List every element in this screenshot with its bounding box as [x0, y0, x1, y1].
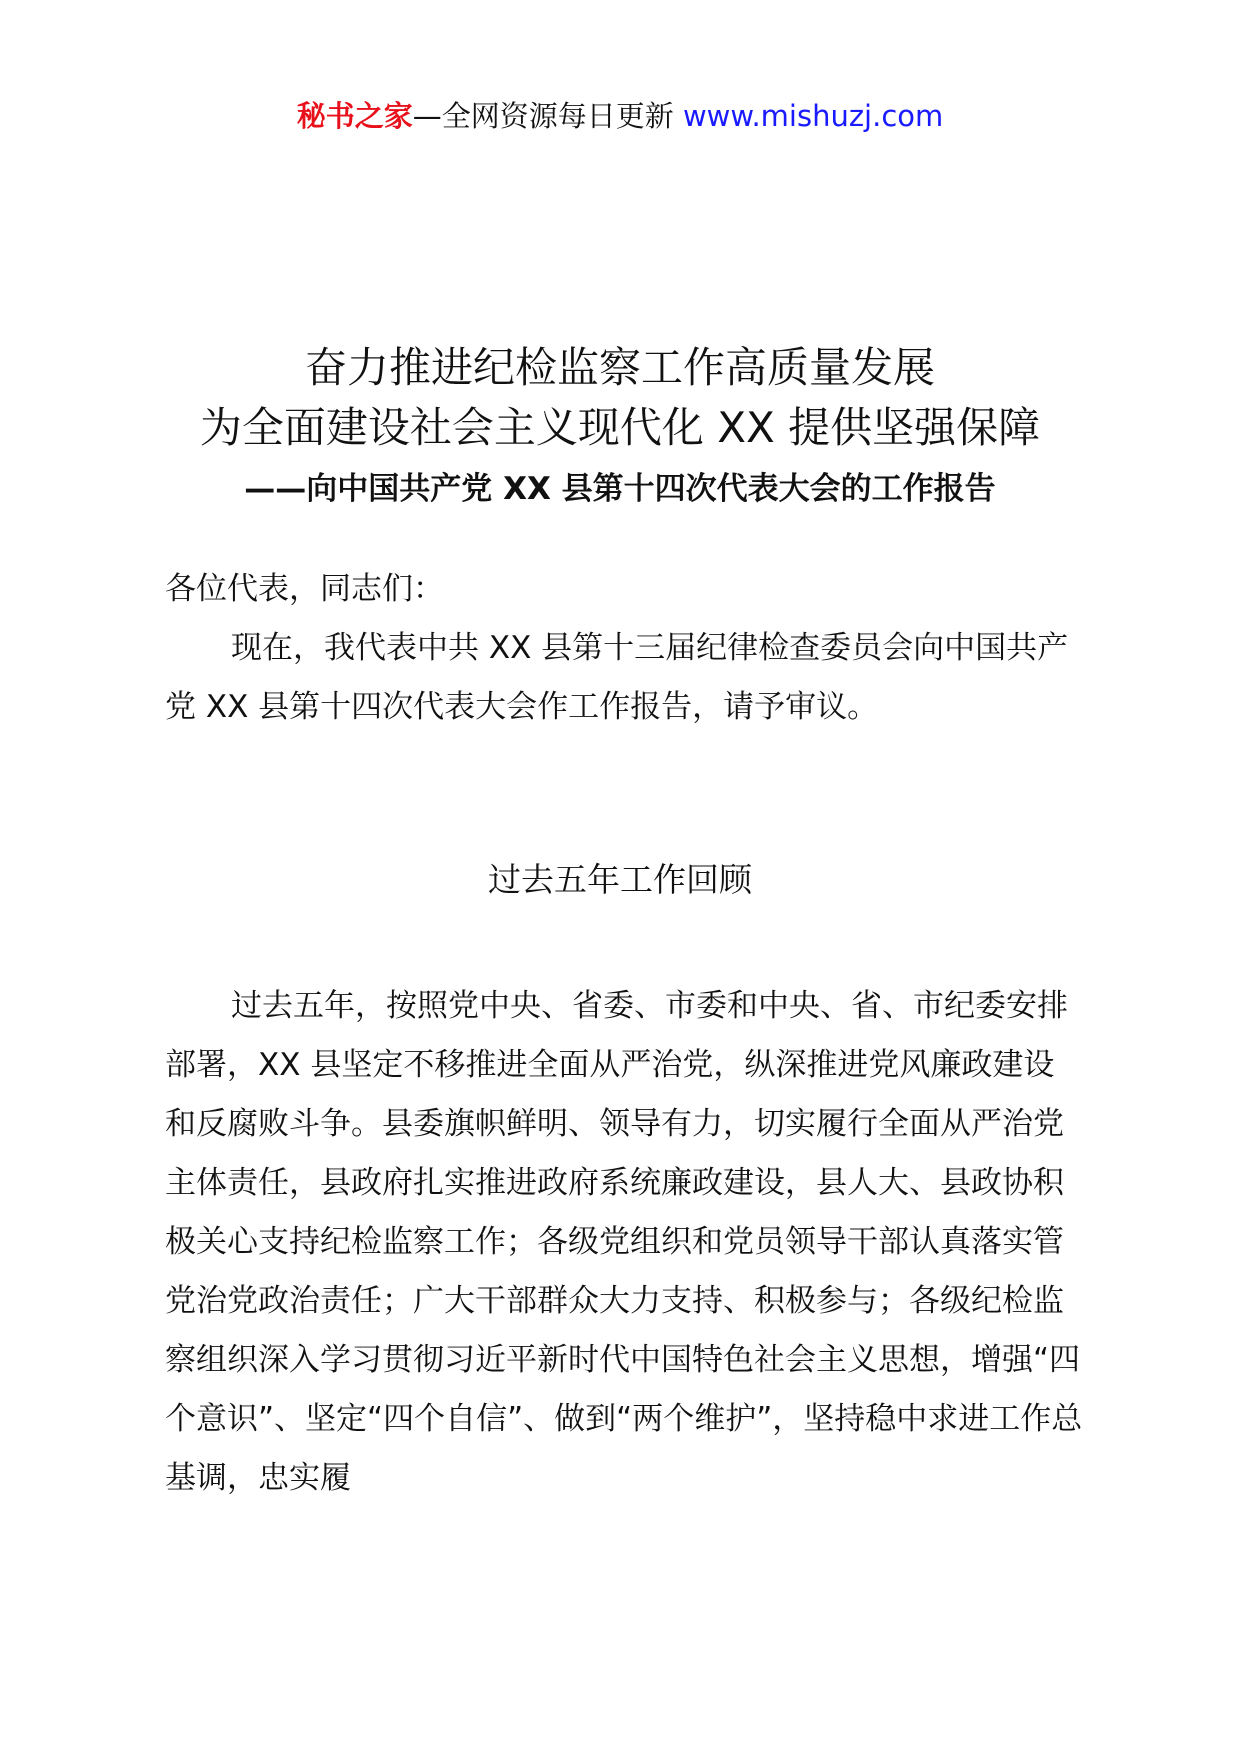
site-url-link[interactable]: www.mishuzj.com — [682, 99, 944, 133]
document-title-line2: 为全面建设社会主义现代化 XX 提供坚强保障 — [199, 403, 1041, 452]
review-paragraph: 过去五年，按照党中央、省委、市委和中央、省、市纪委安排部署，XX 县坚定不移推进全面从严治党，纵深推进党风廉政建设和反腐败斗争。县委旗帜鲜明、领导有力，切实履行全面从严治党主体责任，县政府扎实推进政府系统廉政建设，县人大、县政协积极关心支持纪检监察工作；各级党组织和党员领导干部认真落实管党治党政治责任；广大干部群众大力支持、积极参与；各级纪检监察组织深入学习贯彻习近平新时代中国特色社会主义思想，增强“四个意识”、坚定“四个自信”、做到“两个维护”，坚持稳中求进工作总基调，忠实履 — [165, 988, 1083, 1496]
document-subtitle: ——向中国共产党 XX 县第十四次代表大会的工作报告 — [244, 471, 996, 507]
greeting: 各位代表，同志们： — [165, 571, 444, 607]
site-brand: 秘书之家 — [296, 99, 413, 133]
site-tagline: —全网资源每日更新 — [412, 99, 674, 133]
document-title-line1: 奋力推进纪检监察工作高质量发展 — [304, 343, 935, 392]
section-heading: 过去五年工作回顾 — [488, 860, 752, 899]
intro-paragraph: 现在，我代表中共 XX 县第十三届纪律检查委员会向中国共产党 XX 县第十四次代表大会作工作报告，请予审议。 — [165, 630, 1069, 725]
site-header — [0, 96, 1240, 136]
